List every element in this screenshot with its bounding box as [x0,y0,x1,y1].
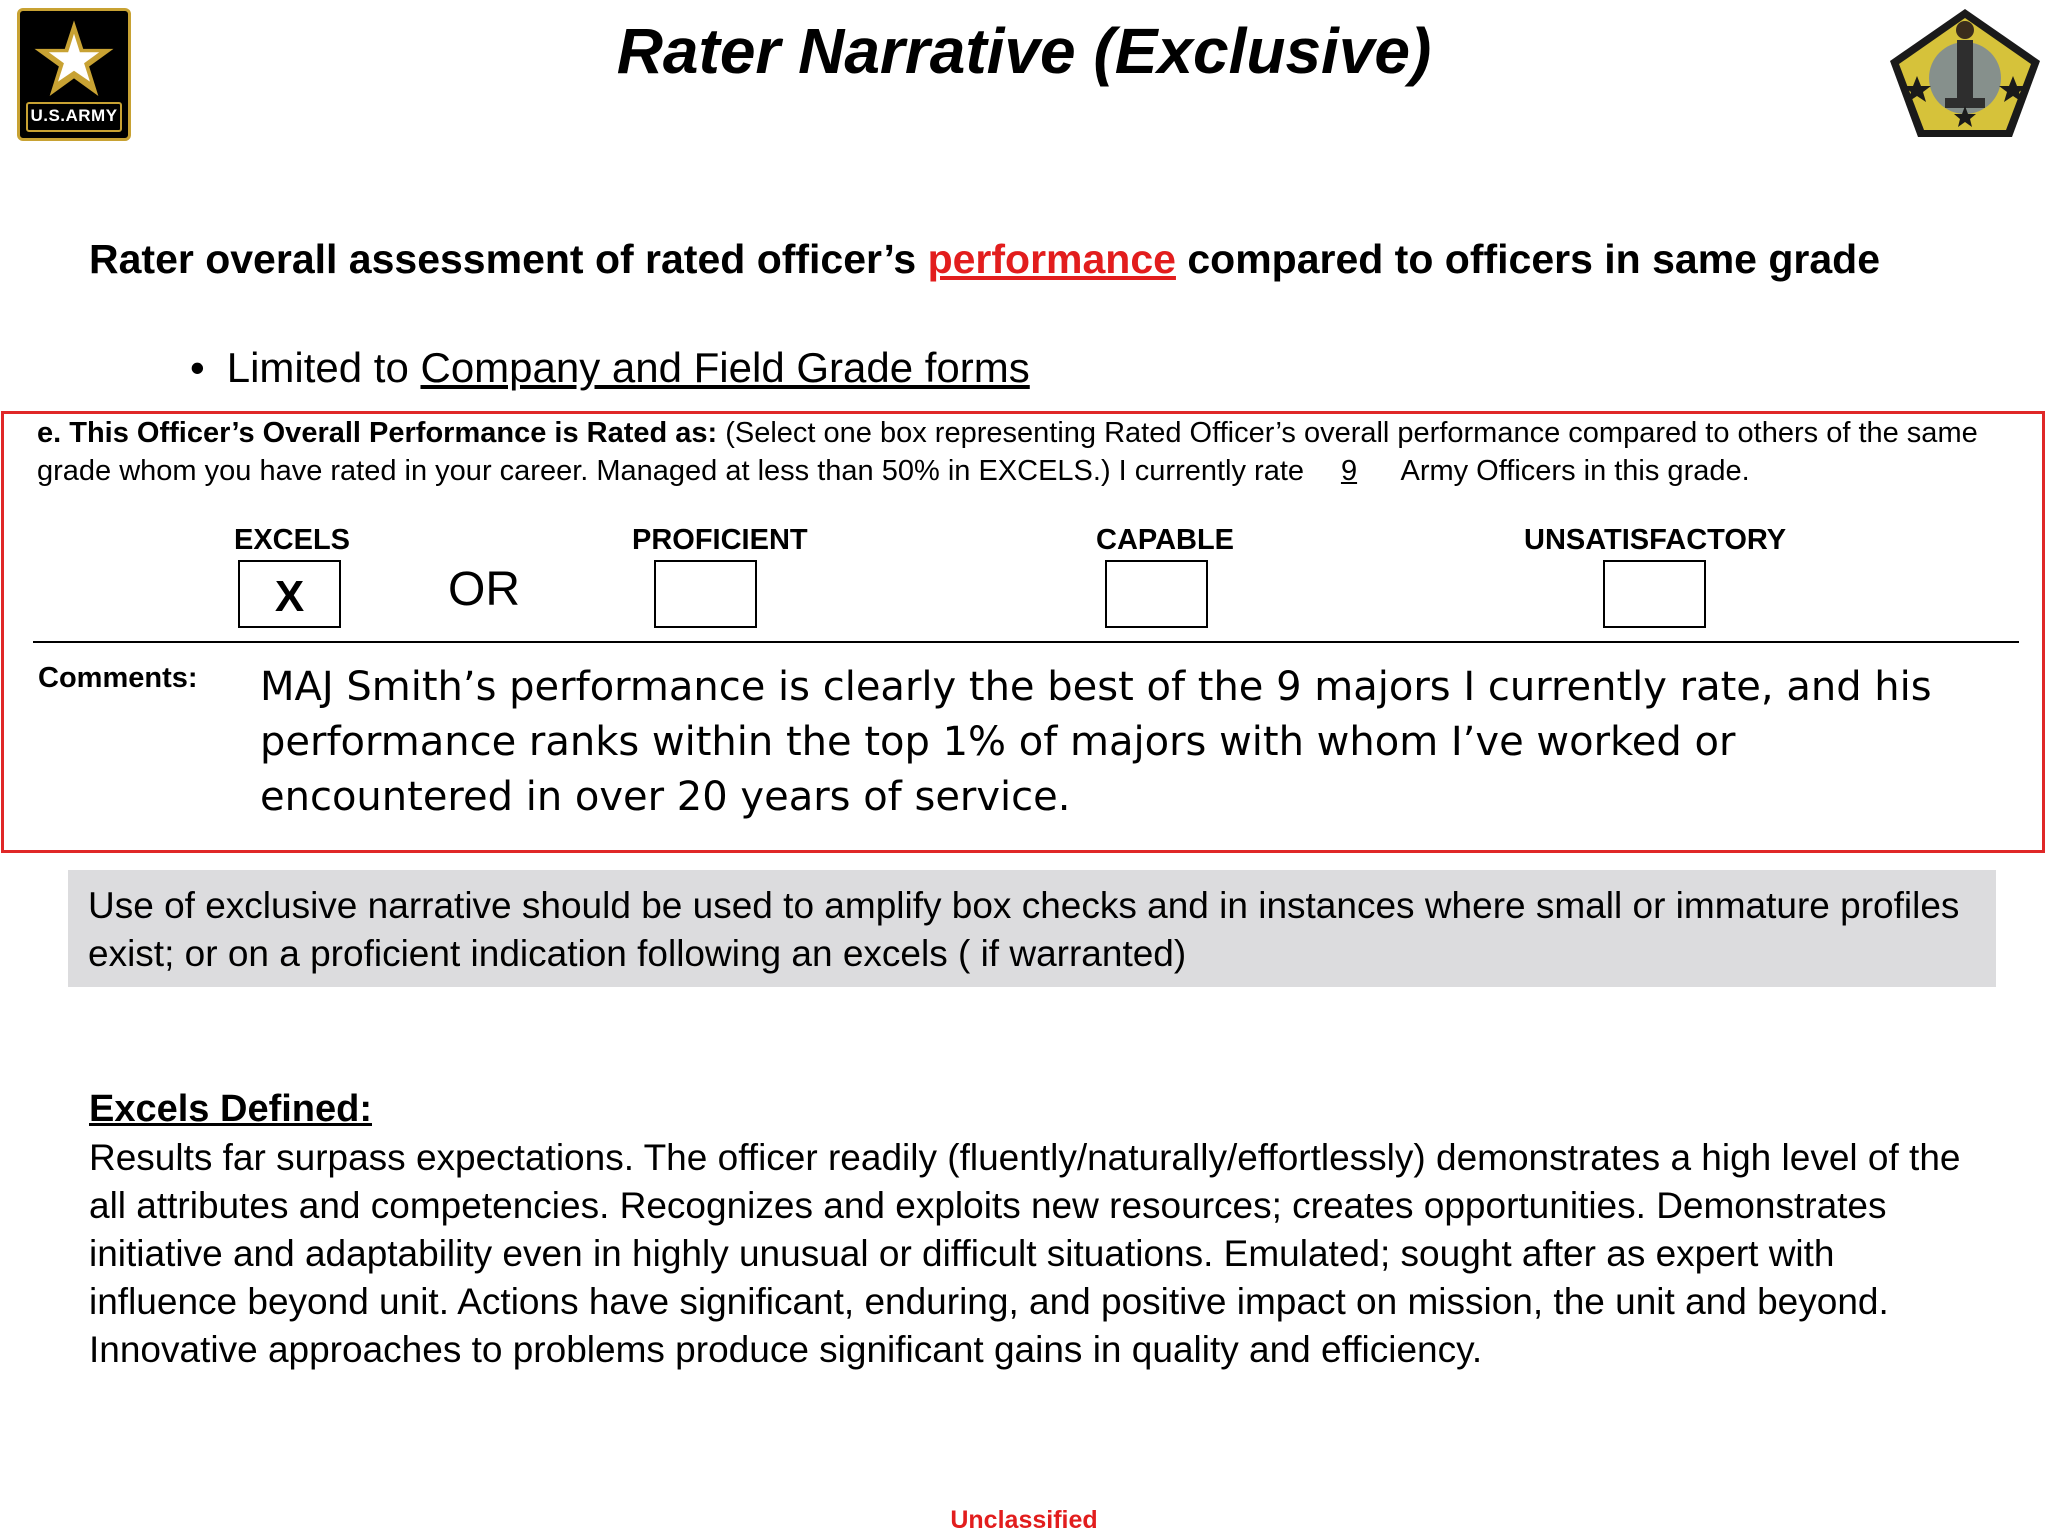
logo-text: U.S.ARMY [26,102,122,132]
form-instructions-text: (Select one box representing Rated Officer’s overall performance compared to others of the same grade whom you have rated in your career. Managed at less than 50% in EXCELS.) I currently rate [37,417,1978,487]
heading-text-2: compared to officers in same grade [1175,236,1880,282]
page-title: Rater Narrative (Exclusive) [616,15,1432,87]
usage-note: Use of exclusive narrative should be used to amplify box checks and in instances where small or immature profiles exist; or on a proficient indication following an excels ( if warranted) [68,870,1996,987]
rate-count: 9 [1340,455,1358,487]
form-instructions-end: Army Officers in this grade. [1394,455,1750,487]
capable-checkbox [1105,560,1208,628]
option-label-proficient: PROFICIENT [632,524,808,556]
limited-bullet [190,344,1030,392]
bullet-dot: • [190,344,205,391]
excels-checkbox: X [238,560,341,628]
excels-defined-heading: Excels Defined: [89,1088,372,1130]
excels-defined-body: Results far surpass expectations. The officer readily (fluently/naturally/effortlessly) demonstrates a high level of the all attributes and competencies. Recognizes and exploits new resources; creates opportunities. Demonstrates initiative and adaptability even in highly unusual or difficult situations. Emulated; sought after as expert with influence beyond unit. Actions have significant, enduring, and positive impact on mission, the unit and beyond. Innovative approaches to problems produce significant gains in quality and efficiency. [89,1137,1961,1370]
comments-label: Comments: [38,662,198,694]
form-label: e. This Officer’s Overall Performance is Rated as: [37,417,718,449]
unsatisfactory-checkbox [1603,560,1706,628]
option-label-unsatisfactory: UNSATISFACTORY [1524,524,1787,556]
form-instructions [37,414,2027,490]
form-divider [33,641,2019,643]
comments-text: MAJ Smith’s performance is clearly the best of the 9 majors I currently rate, and his performance ranks within the top 1% of majors with whom I’ve worked or encountered in over 20 years of service. [260,664,1932,820]
proficient-checkbox [654,560,757,628]
heading-text-1: Rater overall assessment of rated officer’s [89,236,928,282]
or-text: OR [448,563,520,616]
heading-highlight: performance [927,236,1176,282]
option-label-capable: CAPABLE [1096,524,1235,556]
bullet-prefix: Limited to [226,344,421,391]
assessment-heading [89,232,1989,287]
option-label-excels: EXCELS [234,524,351,556]
classification-footer: Unclassified [950,1506,1098,1534]
bullet-underlined-text: Company and Field Grade forms [420,344,1030,391]
